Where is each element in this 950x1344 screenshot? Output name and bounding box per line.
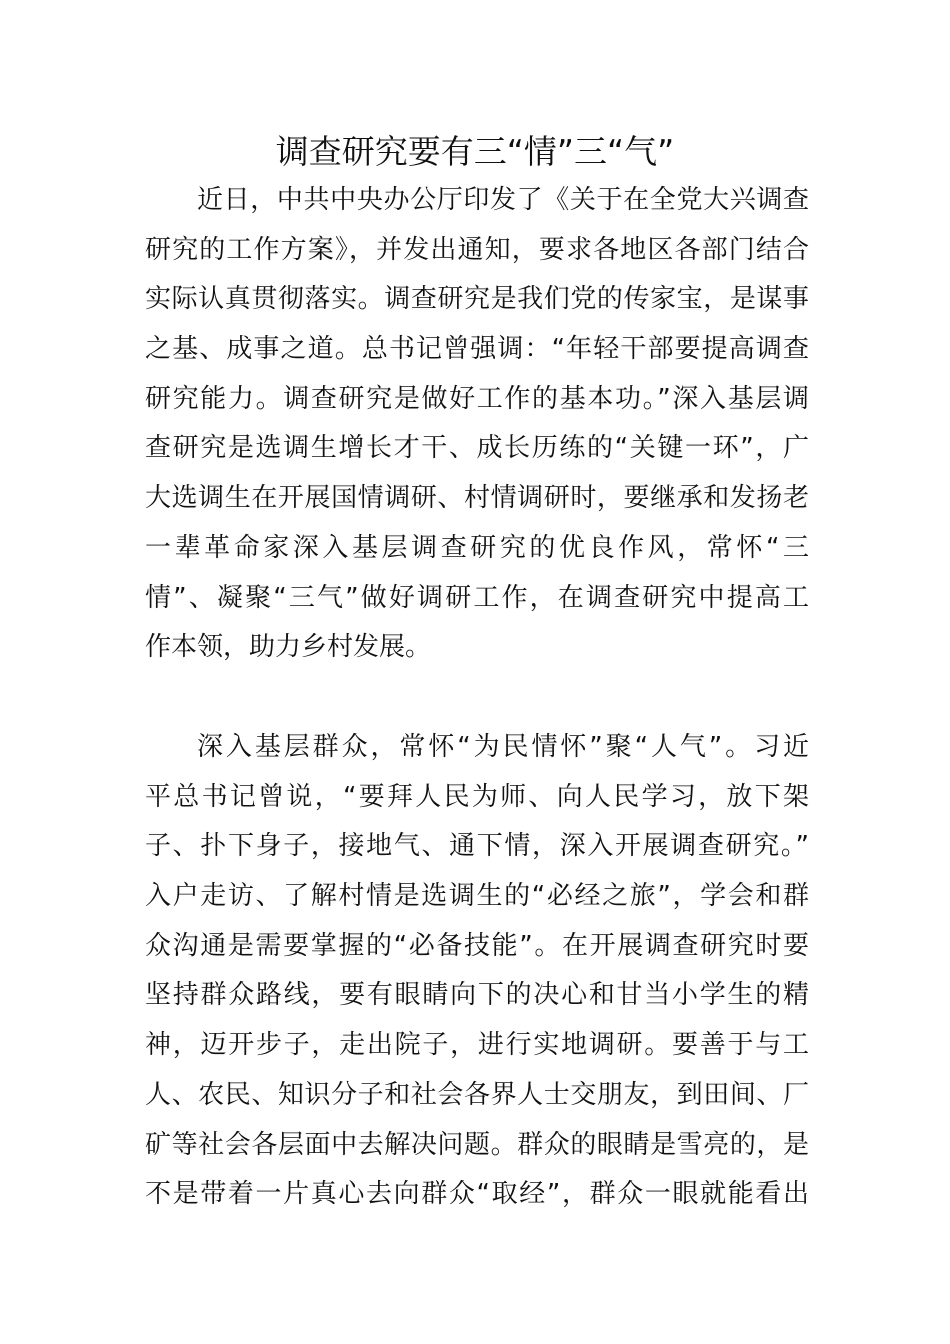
text-line: 坚持群众路线，要有眼睛向下的决心和甘当小学生的精 <box>145 980 809 1011</box>
text-line: 子、扑下身子，接地气、通下情，深入开展调查研究。” <box>145 831 809 862</box>
text-line: 实际认真贯彻落实。调查研究是我们党的传家宝，是谋事 <box>145 284 809 315</box>
text-line: 深入基层群众，常怀“为民情怀”聚“人气”。习近 <box>197 732 809 762</box>
text-line: 之基、成事之道。总书记曾强调：“年轻干部要提高调查 <box>145 334 809 365</box>
paragraph-1 <box>145 176 809 673</box>
paragraph-2 <box>145 723 809 1220</box>
text-line: 一辈革命家深入基层调查研究的优良作风，常怀“三 <box>145 532 809 563</box>
text-line: 作本领，助力乡村发展。 <box>145 632 432 663</box>
text-line: 不是带着一片真心去向群众“取经”，群众一眼就能看出 <box>145 1179 809 1210</box>
document-title: 调查研究要有三“情”三“气” <box>275 132 675 171</box>
text-line: 入户走访、了解村情是选调生的“必经之旅”，学会和群 <box>145 881 809 912</box>
text-line: 研究能力。调查研究是做好工作的基本功。”深入基层调 <box>145 383 809 414</box>
text-line: 众沟通是需要掌握的“必备技能”。在开展调查研究时要 <box>145 930 809 961</box>
text-line: 矿等社会各层面中去解决问题。群众的眼睛是雪亮的，是 <box>145 1129 809 1160</box>
text-line: 平总书记曾说，“要拜人民为师、向人民学习，放下架 <box>145 781 809 812</box>
text-line: 情”、凝聚“三气”做好调研工作，在调查研究中提高工 <box>145 582 809 613</box>
text-line: 人、农民、知识分子和社会各界人士交朋友，到田间、厂 <box>145 1079 809 1110</box>
text-line: 查研究是选调生增长才干、成长历练的“关键一环”，广 <box>145 433 809 464</box>
text-line: 研究的工作方案》，并发出通知，要求各地区各部门结合 <box>145 234 809 265</box>
text-line: 大选调生在开展国情调研、村情调研时，要继承和发扬老 <box>145 483 809 514</box>
text-line: 近日，中共中央办公厅印发了《关于在全党大兴调查 <box>197 185 809 215</box>
text-line: 神，迈开步子，走出院子，进行实地调研。要善于与工 <box>145 1030 809 1061</box>
